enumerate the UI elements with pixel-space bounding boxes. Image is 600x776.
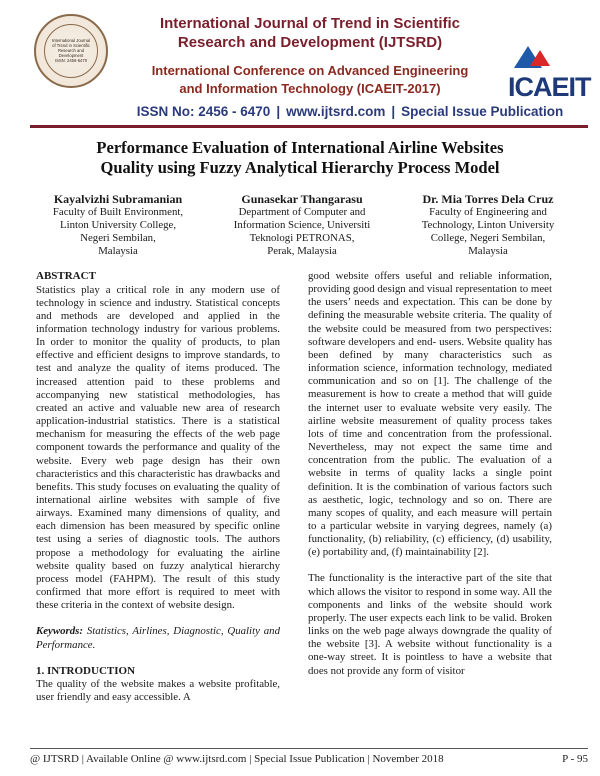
conference-name bbox=[120, 62, 500, 98]
journal-name-line1: International Journal of Trend in Scientific bbox=[159, 15, 461, 32]
author-affiliation: Negeri Sembilan, bbox=[80, 232, 156, 244]
right-column bbox=[308, 270, 552, 678]
journal-name-line2: Research and Development (IJTSRD) bbox=[177, 34, 443, 51]
author-block bbox=[30, 192, 580, 264]
page-number: P - 95 bbox=[562, 753, 588, 765]
keywords-text: Statistics, Airlines, Diagnostic, Quality and Performance. bbox=[36, 625, 280, 651]
footer-divider bbox=[30, 748, 588, 749]
body-paragraph: The functionality is the interactive part of the site that which allows the visitor to respond in some way. All the components and links of the website should work properly. The user expects each link to be valid. Broken links on the web page always downgrade the quality of the website [3]. A website without functionality is a one-way street. It is pointless to have a website that does not provide any form of visitor bbox=[308, 572, 552, 677]
seal-inner-text: International Journal of Trend in Scientific Research and Development ISSN: 2456-6470 bbox=[52, 38, 90, 63]
author-1 bbox=[30, 192, 206, 258]
issue-type: Special Issue Publication bbox=[401, 104, 564, 119]
journal-header bbox=[0, 0, 600, 128]
conference-line1: International Conference on Advanced Engineering bbox=[151, 63, 469, 78]
author-3 bbox=[398, 192, 578, 258]
website-link[interactable]: www.ijtsrd.com bbox=[286, 104, 386, 119]
author-affiliation: Malaysia bbox=[468, 245, 508, 257]
issn-line bbox=[120, 104, 580, 120]
author-affiliation: Faculty of Built Environment, bbox=[52, 206, 184, 218]
author-affiliation: Faculty of Engineering and bbox=[429, 206, 547, 218]
author-affiliation: College, Negeri Sembilan, bbox=[430, 232, 546, 244]
paper-title-line1: Performance Evaluation of International Airline Websites bbox=[96, 138, 504, 157]
left-column bbox=[36, 270, 280, 705]
journal-name bbox=[120, 14, 500, 52]
author-affiliation: Linton University College, bbox=[59, 219, 177, 231]
body-paragraph: good website offers useful and reliable information, providing good design and visual representation to meet the users’ needs and expectation. This can be done by defining the measurable website criteria. The quality of the website could be measured from two perspectives: software developers and end- users. Website quality has been defined by many characteristics such as information science, information technology, mediated communication and so on [1]. The challenge of the measurement is how to create a method that will guide the internet user to evaluate website very easily. The airline website measurement of quality process takes lots of time and concentration from the professional. Nevertheless, may not expect the same time and concentration from the public. The evaluation of a website in terms of quality lacks a single point definition. It is the combination of various factors such as aesthetic, logic, technology and so on. There are many scopes of quality, and each measure will pertain to a particular website in varying degrees, namely (a) functionality, (b) reliability, (c) efficiency, (d) usability, (e) portability and, (f) maintainability [2]. bbox=[308, 270, 552, 559]
author-affiliation: Malaysia bbox=[98, 245, 138, 257]
abstract-heading: ABSTRACT bbox=[36, 270, 96, 282]
separator: | bbox=[276, 104, 281, 119]
keywords bbox=[36, 625, 280, 651]
logo-red-triangle bbox=[530, 50, 550, 66]
keywords-label: Keywords: bbox=[36, 625, 83, 638]
conference-line2: and Information Technology (ICAEIT-2017) bbox=[179, 81, 441, 96]
author-name: Kayalvizhi Subramanian bbox=[53, 192, 183, 206]
author-name: Gunasekar Thangarasu bbox=[241, 192, 363, 206]
journal-seal-logo bbox=[34, 14, 108, 88]
abstract-text: Statistics play a critical role in any modern use of technology in science and industry. Statistical concepts and methods are developed and applied in the information technology industry for various problems. In order to monitor the quality of products, to plan effective and efficient designs to improve standards, to test and analyze the quality of items produced. The increased attention paid to these problems and accompanying new statistical methodologies, has created an active and valuable new area of research application-industrial statistics. There is a statistical mechanism for measuring the effects of the web page component towards the performance and quality of the website. Every web page design has their own characteristics and this characteristic has drawbacks and benefits. This study focuses on evaluating the quality of international airline websites with sample of five airways. Examined many dimensions of quality, and each dimension has been measured by specific online test using a series of diagnostic tools. The authors propose a methodology for evaluating the airline website quality based on fuzzy analytical hierarchy process model (FAHPM). The result of this study confirmed that more effort is required to meet with these criteria in the context of website design. bbox=[36, 283, 280, 612]
author-affiliation: Technology, Linton University bbox=[421, 219, 555, 231]
paper-title-line2: Quality using Fuzzy Analytical Hierarchy Process Model bbox=[100, 158, 500, 177]
author-name: Dr. Mia Torres Dela Cruz bbox=[422, 192, 554, 206]
introduction-heading: 1. INTRODUCTION bbox=[36, 664, 136, 677]
logo-text: ICAEIT bbox=[508, 72, 591, 102]
paper-title bbox=[30, 138, 570, 178]
author-affiliation: Teknologi PETRONAS, bbox=[249, 232, 355, 244]
author-affiliation: Information Science, Universiti bbox=[233, 219, 371, 231]
issn-number: ISSN No: 2456 - 6470 bbox=[136, 104, 271, 119]
author-affiliation: Department of Computer and bbox=[238, 206, 366, 218]
introduction-text: The quality of the website makes a website profitable, user friendly and easy accessible. A bbox=[36, 678, 280, 704]
footer-citation: @ IJTSRD | Available Online @ www.ijtsrd.com | Special Issue Publication | November 2018 bbox=[30, 753, 444, 765]
author-affiliation: Perak, Malaysia bbox=[267, 245, 337, 257]
header-divider bbox=[30, 125, 588, 128]
author-2 bbox=[214, 192, 390, 258]
separator: | bbox=[391, 104, 396, 119]
